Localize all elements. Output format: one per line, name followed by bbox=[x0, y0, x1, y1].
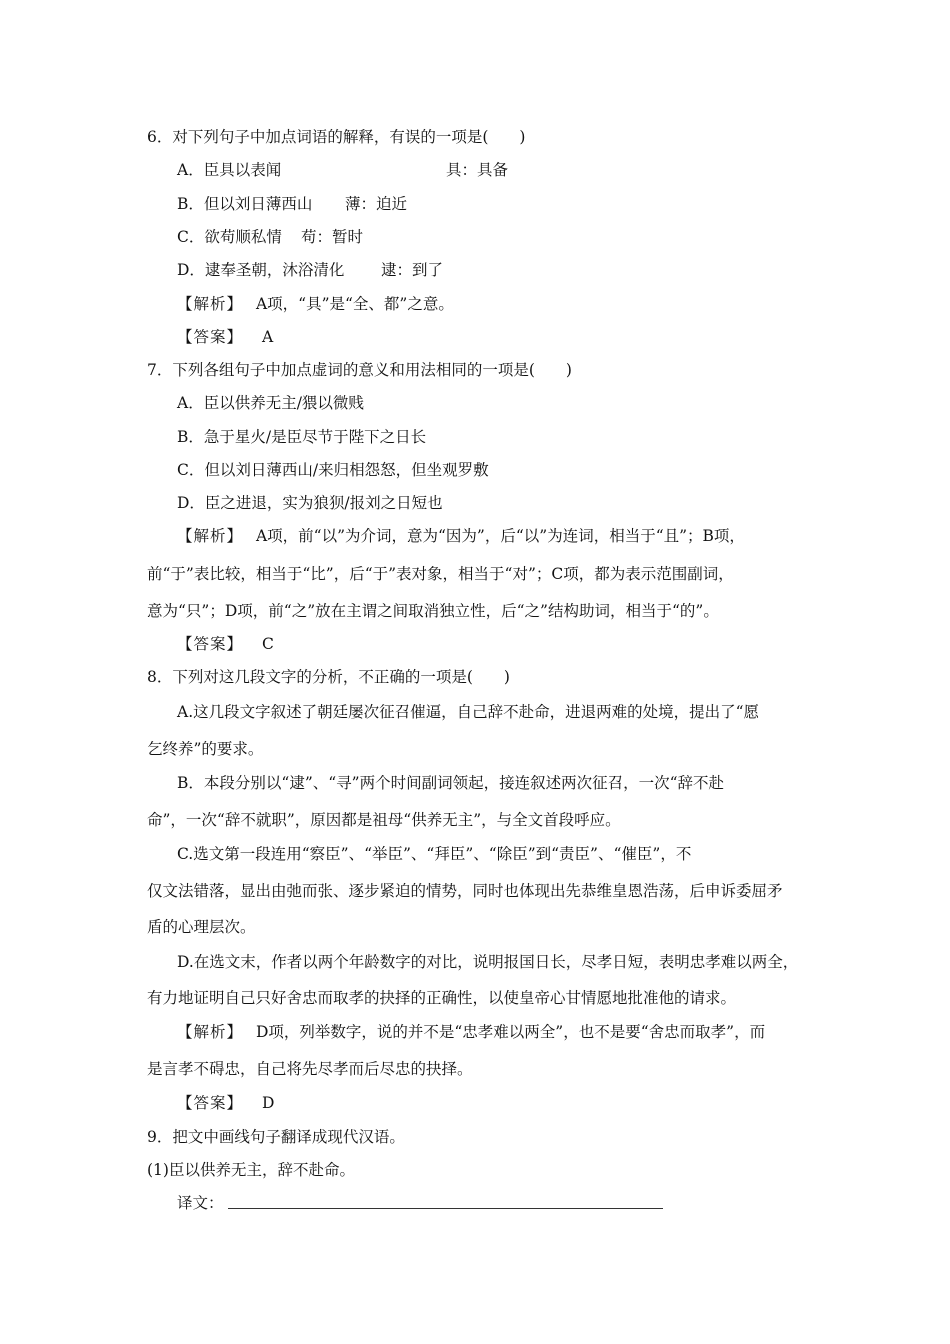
q8-analysis-text-1: D项，列举数字，说的并不是“忠孝难以两全”，也不是要“舍忠而取孝”，而 bbox=[255, 1023, 766, 1041]
q8-stem: 8．下列对这几段文字的分析，不正确的一项是( ) bbox=[147, 668, 510, 686]
q7-option-d: D．臣之进退，实为狼狈/报刘之日短也 bbox=[177, 494, 443, 512]
q6-answer-value: A bbox=[261, 328, 274, 346]
q6-option-a: A．臣具以表闻 bbox=[177, 161, 282, 179]
q7-option-b: B．急于星火/是臣尽节于陛下之日长 bbox=[177, 428, 427, 446]
analysis-tag: 【解析】 bbox=[177, 527, 244, 545]
q7-analysis-text-1: A项，前“以”为介词，意为“因为”，后“以”为连词，相当于“且”；B项， bbox=[255, 527, 745, 545]
q8-option-c-line-2: 仅文法错落，显出由弛而张、逐步紧迫的情势，同时也体现出先恭维皇恩浩荡，后申诉委屈矛 bbox=[147, 882, 783, 900]
analysis-tag: 【解析】 bbox=[177, 295, 244, 313]
q6-option-d: D．逮奉圣朝，沐浴清化 bbox=[177, 261, 345, 279]
q6-option-b-gloss: 薄：迫近 bbox=[345, 195, 408, 213]
q7-answer-value: C bbox=[261, 635, 274, 653]
q9-translation-label: 译文： bbox=[177, 1194, 224, 1212]
q8-option-c-line-1: C.选文第一段连用“察臣”、“举臣”、“拜臣”、“除臣”到“责臣”、“催臣”，不 bbox=[177, 845, 692, 863]
q7-option-c: C．但以刘日薄西山/来归相怨怒，但坐观罗敷 bbox=[177, 461, 489, 479]
answer-tag: 【答案】 bbox=[177, 1094, 244, 1112]
q9-stem: 9．把文中画线句子翻译成现代汉语。 bbox=[147, 1128, 405, 1146]
q8-option-a-line-2: 乞终养”的要求。 bbox=[147, 740, 264, 758]
q6-option-d-gloss: 逮：到了 bbox=[381, 261, 444, 279]
q7-analysis-line-2: 前“于”表比较，相当于“比”，后“于”表对象，相当于“对”；C项，都为表示范围副词， bbox=[147, 565, 734, 583]
q7-analysis-line-3: 意为“只”；D项，前“之”放在主谓之间取消独立性，后“之”结构助词，相当于“的”。 bbox=[147, 602, 719, 620]
q6-stem: 6．对下列句子中加点词语的解释，有误的一项是( ) bbox=[147, 128, 526, 146]
q6-analysis bbox=[177, 294, 454, 314]
q8-option-d-line-2: 有力地证明自己只好舍忠而取孝的抉择的正确性，以使皇帝心甘情愿地批准他的请求。 bbox=[147, 989, 737, 1007]
q8-option-a-line-1: A.这几段文字叙述了朝廷屡次征召催逼，自己辞不赴命，进退两难的处境，提出了“愿 bbox=[177, 703, 760, 721]
translation-answer-blank bbox=[228, 1208, 663, 1209]
analysis-tag: 【解析】 bbox=[177, 1023, 244, 1041]
answer-tag: 【答案】 bbox=[177, 328, 244, 346]
q7-stem: 7．下列各组句子中加点虚词的意义和用法相同的一项是( ) bbox=[147, 361, 572, 379]
q6-option-c-gloss: 苟：暂时 bbox=[301, 228, 364, 246]
q9-sub1: (1)臣以供养无主，辞不赴命。 bbox=[147, 1161, 355, 1179]
q7-analysis-line-1 bbox=[177, 526, 745, 546]
q6-answer bbox=[177, 327, 273, 347]
q8-answer bbox=[177, 1093, 274, 1113]
answer-tag: 【答案】 bbox=[177, 635, 244, 653]
q6-option-c: C．欲苟顺私情 bbox=[177, 228, 282, 246]
q8-analysis-line-1 bbox=[177, 1022, 765, 1042]
q8-option-c-line-3: 盾的心理层次。 bbox=[147, 918, 256, 936]
q8-option-b-line-2: 命”，一次“辞不就职”，原因都是祖母“供养无主”，与全文首段呼应。 bbox=[147, 811, 621, 829]
q8-analysis-line-2: 是言孝不碍忠，自己将先尽孝而后尽忠的抉择。 bbox=[147, 1060, 473, 1078]
q8-option-b-line-1: B．本段分别以“逮”、“寻”两个时间副词领起，接连叙述两次征召，一次“辞不赴 bbox=[177, 774, 725, 792]
q8-answer-value: D bbox=[261, 1094, 275, 1112]
q6-option-a-gloss: 具：具备 bbox=[446, 161, 509, 179]
q6-analysis-text: A项，“具”是“全、都”之意。 bbox=[255, 295, 454, 313]
q7-answer bbox=[177, 634, 274, 654]
q7-option-a: A．臣以供养无主/猥以微贱 bbox=[177, 394, 364, 412]
q6-option-b: B．但以刘日薄西山 bbox=[177, 195, 313, 213]
q8-option-d-line-1: D.在选文末，作者以两个年龄数字的对比，说明报国日长，尽孝日短，表明忠孝难以两全， bbox=[177, 953, 799, 971]
